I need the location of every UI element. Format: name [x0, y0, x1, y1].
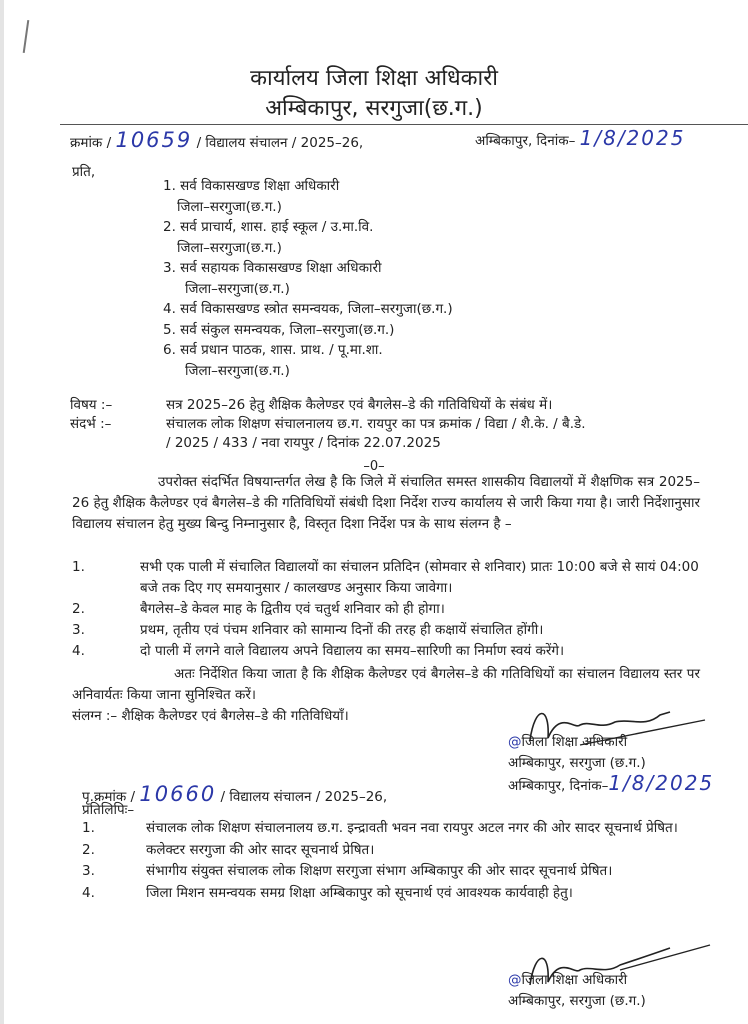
reference-date — [475, 126, 685, 150]
signatory-location: अम्बिकापुर, सरगुजा (छ.ग.) — [508, 754, 646, 771]
addressee-line: जिला–सरगुजा(छ.ग.) — [185, 280, 290, 297]
body-paragraph-1: उपरोक्त संदर्भित विषयान्तर्गत लेख है कि जिले में संचालित समस्त शासकीय विद्यालयों में शैक्षणिक सत्र 2025–26 हेतु शैक्षिक कैलेण्डर एवं बैगलेस–डे की गतिविधियों संबंधी दिशा निर्देश राज्य कार्यालय से जारी किया गया है। जारी निर्देशानुसार विद्यालय संचालन हेतु मुख्य बिन्दु निम्नानुसार है, विस्तृत दिशा निर्देश पत्र के साथ संलग्न है – — [72, 474, 700, 532]
copy-suffix: / विद्यालय संचालन / 2025–26, — [220, 789, 388, 805]
copy-item: 4. जिला मिशन समन्वयक समग्र शिक्षा अम्बिकापुर को सूचनार्थ एवं आवश्यक कार्यवाही हेतु। — [82, 884, 573, 901]
signature-block-1: @जिला शिक्षा अधिकारी अम्बिकापुर, सरगुजा (छ.ग.) अम्बिकापुर, दिनांक–1/8/2025 — [508, 734, 715, 795]
copy-item: 1. संचालक लोक शिक्षण संचालनालय छ.ग. इन्द्रावती भवन नवा रायपुर अटल नगर की ओर सादर सूचनार्थ प्रेषित। — [82, 820, 678, 836]
header-rule — [60, 124, 748, 125]
point-item: 4. दो पाली में लगने वाले विद्यालय अपने विद्यालय का समय–सारिणी का निर्माण स्वयं करेंगे। — [72, 643, 565, 659]
addressee-line: जिला–सरगुजा(छ.ग.) — [177, 239, 282, 256]
signatory-title: जिला शिक्षा अधिकारी — [521, 734, 628, 750]
body-paragraph-2: अतः निर्देशित किया जाता है कि शैक्षिक कैलेण्डर एवं बैगलेस–डे की गतिविधियों का संचालन विद्यालय स्तर पर अनिवार्यतः किया जाना सुनिश्चित करें। — [72, 666, 700, 703]
reference-suffix: / विद्यालय संचालन / 2025–26, — [196, 135, 364, 151]
office-title: कार्यालय जिला शिक्षा अधिकारी — [250, 66, 498, 91]
signature-block-2: @जिला शिक्षा अधिकारी अम्बिकापुर, सरगुजा (छ.ग.) — [508, 970, 646, 1011]
addressee-line: जिला–सरगुजा(छ.ग.) — [185, 362, 290, 379]
point-item: 3. प्रथम, तृतीय एवं पंचम शनिवार को सामान्य दिनों की तरह ही कक्षायें संचालित होंगी। — [72, 622, 544, 638]
copy-number: 10660 — [139, 782, 217, 806]
signature-date-label: अम्बिकापुर, दिनांक– — [508, 778, 609, 794]
handwritten-date: 1/8/2025 — [579, 126, 686, 150]
subject-text: सत्र 2025–26 हेतु शैक्षिक कैलेण्डर एवं बैगलेस–डे की गतिविधियों के संबंध में। — [166, 397, 553, 413]
reference-letter-line2: / 2025 / 433 / नवा रायपुर / दिनांक 22.07.2025 — [166, 435, 441, 451]
copy-prefix: पृ.क्रमांक / — [82, 789, 136, 805]
addressee-list — [163, 176, 453, 381]
addressee-line: 5. सर्व संकुल समन्वयक, जिला–सरगुजा(छ.ग.) — [163, 321, 395, 338]
office-location: अम्बिकापुर, सरगुजा(छ.ग.) — [265, 96, 483, 121]
pen-mark — [23, 20, 30, 53]
addressee-line: जिला–सरगुजा(छ.ग.) — [177, 198, 282, 215]
separator: –0– — [363, 459, 385, 474]
reference-label: संदर्भ :– — [70, 416, 112, 432]
copy-item: 2. कलेक्टर सरगुजा की ओर सादर सूचनार्थ प्रेषित। — [82, 841, 375, 858]
place-date-label: अम्बिकापुर, दिनांक– — [475, 133, 576, 149]
signature-date: 1/8/2025 — [608, 771, 715, 795]
copy-list — [82, 818, 707, 904]
reference-number: 10659 — [115, 128, 193, 152]
addressee-line: 2. सर्व प्राचार्य, शास. हाई स्कूल / उ.मा.वि. — [163, 219, 374, 235]
reference-prefix: क्रमांक / — [70, 135, 112, 151]
point-item: 1. सभी एक पाली में संचालित विद्यालयों का संचालन प्रतिदिन (सोमवार से शनिवार) प्रातः 10:00 बजे से सायं 04:00 बजे तक दिए गए समयानुसार / कालखण्ड अनुसार किया जावेगा। — [72, 559, 699, 596]
copy-label: प्रतिलिपिः– — [82, 802, 135, 818]
page-edge — [0, 0, 4, 1024]
addressee-line: 6. सर्व प्रधान पाठक, शास. प्राथ. / पू.मा.शा. — [163, 342, 383, 358]
addressee-line: 4. सर्व विकासखण्ड स्त्रोत समन्वयक, जिला–सरगुजा(छ.ग.) — [163, 301, 453, 317]
reference-line — [70, 128, 363, 152]
signatory-location-2: अम्बिकापुर, सरगुजा (छ.ग.) — [508, 992, 646, 1009]
addressee-label: प्रति, — [72, 164, 96, 180]
copy-item: 3. संभागीय संयुक्त संचालक लोक शिक्षण सरगुजा संभाग अम्बिकापुर की ओर सादर सूचनार्थ प्रेषित। — [82, 863, 613, 879]
addressee-line: 3. सर्व सहायक विकासखण्ड शिक्षा अधिकारी — [163, 260, 382, 276]
addressee-line: 1. सर्व विकासखण्ड शिक्षा अधिकारी — [163, 178, 340, 194]
subject-label: विषय :– — [70, 397, 113, 413]
points-list — [72, 557, 702, 662]
subject-block — [70, 396, 586, 453]
point-item: 2. बैगलेस–डे केवल माह के द्वितीय एवं चतुर्थ शनिवार को ही होगा। — [72, 601, 445, 617]
reference-letter-line1: संचालक लोक शिक्षण संचालनालय छ.ग. रायपुर का पत्र क्रमांक / विद्या / शै.के. / बै.डे. — [166, 416, 586, 432]
enclosure-note: संलग्न :– शैक्षिक कैलेण्डर एवं बैगलेस–डे की गतिविधियाँ। — [72, 708, 349, 724]
signatory-title-2: जिला शिक्षा अधिकारी — [521, 972, 628, 988]
